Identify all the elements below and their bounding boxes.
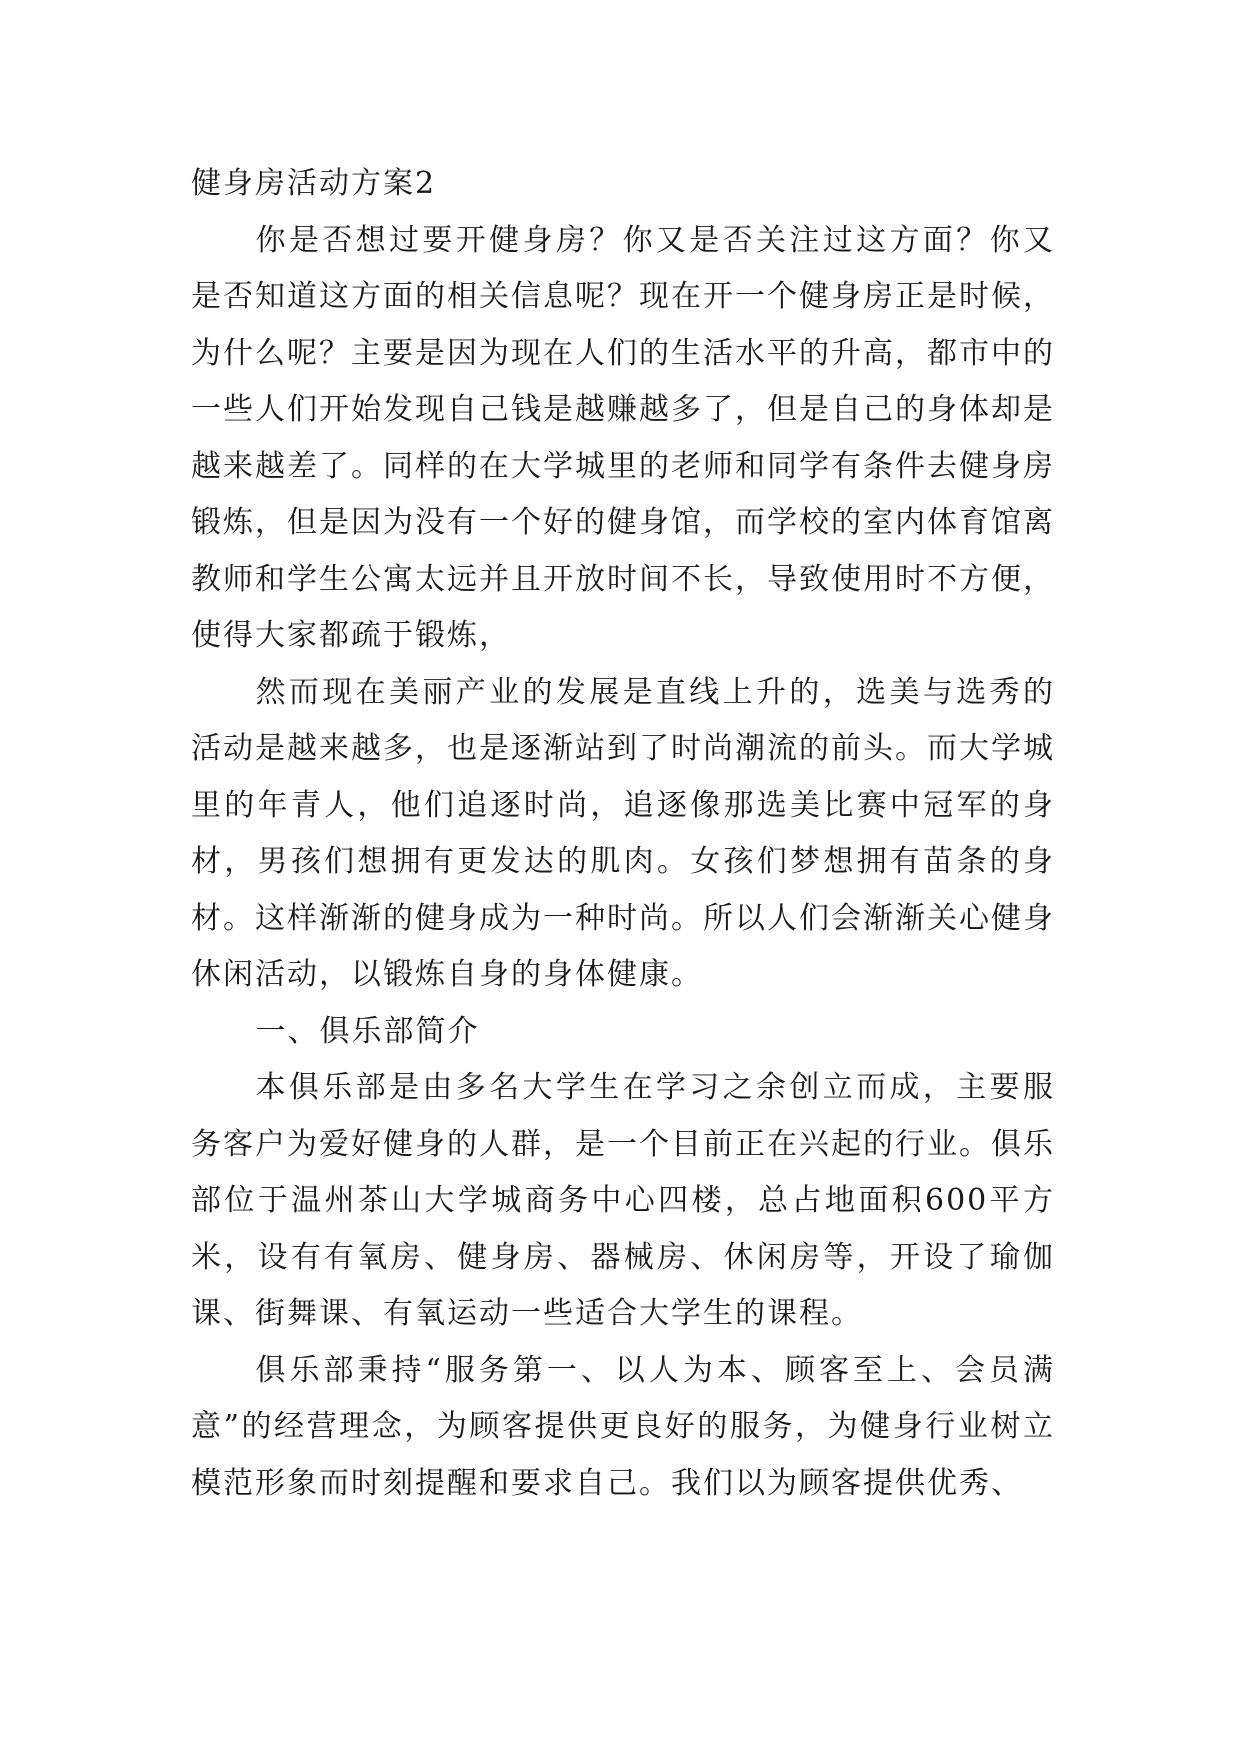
- paragraph-club-philosophy: 俱乐部秉持“服务第一、以人为本、顾客至上、会员满意”的经营理念，为顾客提供更良好的服务，为健身行业树立模范形象而时刻提醒和要求自己。我们以为顾客提供优秀、: [191, 1352, 1055, 1501]
- section-heading: 一、俱乐部简介: [255, 1013, 480, 1049]
- document-body: [191, 156, 1055, 1512]
- document-title: 健身房活动方案2: [191, 166, 437, 201]
- paragraph-club-intro: 本俱乐部是由多名大学生在学习之余创立而成，主要服务客户为爱好健身的人群，是一个目前正在兴起的行业。俱乐部位于温州茶山大学城商务中心四楼，总占地面积600平方米，设有有氧房、健身房、器械房、休闲房等，开设了瑜伽课、街舞课、有氧运动一些适合大学生的课程。: [191, 1070, 1055, 1331]
- paragraph-intro: 你是否想过要开健身房？你又是否关注过这方面？你又是否知道这方面的相关信息呢？现在开一个健身房正是时候，为什么呢？主要是因为现在人们的生活水平的升高，都市中的一些人们开始发现自己钱是越赚越多了，但是自己的身体却是越来越差了。同样的在大学城里的老师和同学有条件去健身房锻炼，但是因为没有一个好的健身馆，而学校的室内体育馆离教师和学生公寓太远并且开放时间不长，导致使用时不方便，使得大家都疏于锻炼，: [191, 222, 1055, 653]
- paragraph-trend: 然而现在美丽产业的发展是直线上升的，选美与选秀的活动是越来越多，也是逐渐站到了时尚潮流的前头。而大学城里的年青人，他们追逐时尚，追逐像那选美比赛中冠军的身材，男孩们想拥有更发达的肌肉。女孩们梦想拥有苗条的身材。这样渐渐的健身成为一种时尚。所以人们会渐渐关心健身休闲活动，以锻炼自身的身体健康。: [191, 674, 1055, 992]
